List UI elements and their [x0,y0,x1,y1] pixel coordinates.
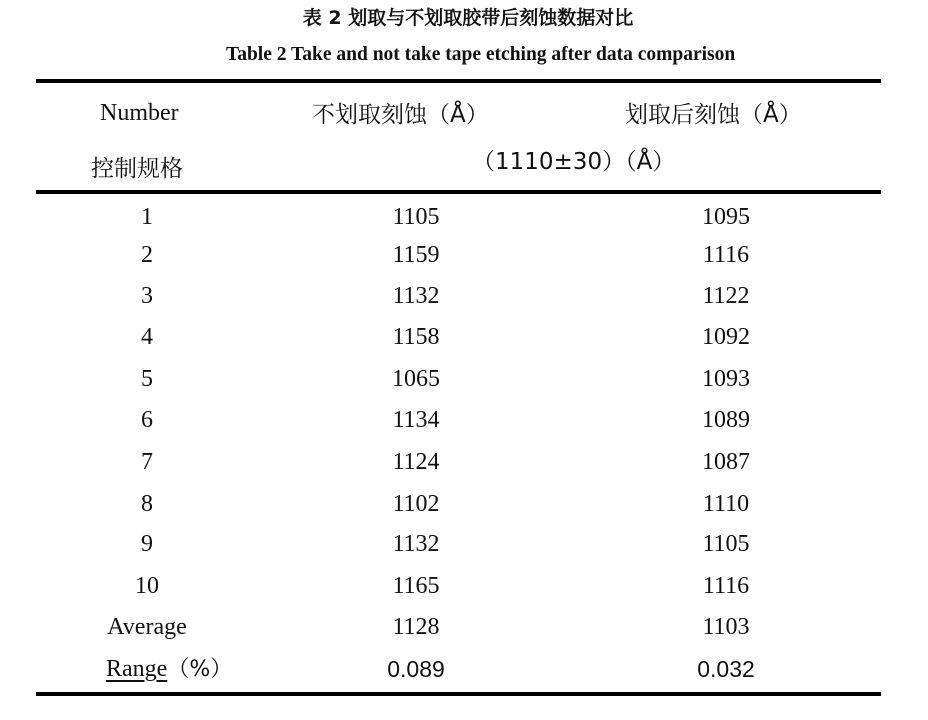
table-row [36,484,881,524]
range-unit: （%） [167,657,233,682]
table-row [36,197,881,237]
cell-no-scratch: 1132 [392,283,440,309]
cell-number: 6 [141,407,153,433]
table-header-rule [36,190,881,194]
table-row [36,400,881,440]
cell-range-no-scratch: 0.089 [387,656,445,682]
cell-after-scratch: 1105 [702,531,750,557]
cell-number: 4 [141,324,153,350]
table-row [36,317,881,357]
table-bottom-rule [36,692,881,696]
cell-after-scratch: 1092 [702,324,750,350]
cell-after-scratch: 1093 [702,366,750,392]
cell-after-scratch: 1116 [702,573,750,599]
table-top-rule [36,79,881,83]
table-row [36,359,881,399]
cell-number: 3 [141,283,153,309]
cell-no-scratch: 1165 [392,573,440,599]
cell-no-scratch: 1065 [392,366,440,392]
table-row [36,566,881,606]
cell-number: 9 [141,531,153,557]
cell-no-scratch: 1158 [392,324,440,350]
cell-no-scratch: 1105 [392,204,440,230]
cell-no-scratch: 1134 [392,407,440,433]
cell-average-no-scratch: 1128 [392,614,440,640]
range-label-text: Range [106,656,168,682]
cell-after-scratch: 1110 [702,491,750,517]
cell-number: 1 [141,204,153,230]
header-tolerance: （1110±30）（Å） [472,149,676,175]
cell-range-after-scratch: 0.032 [697,656,755,682]
table-row [36,235,881,275]
cell-after-scratch: 1116 [702,242,750,268]
cell-number: 5 [141,366,153,392]
cell-number: 10 [135,573,159,599]
table-row [36,276,881,316]
header-after-scratch-etch: 划取后刻蚀（Å） [625,102,802,128]
header-no-scratch-etch: 不划取刻蚀（Å） [312,102,489,128]
cell-average-after-scratch: 1103 [702,614,750,640]
table-caption-english: Table 2 Take and not take tape etching after data comparison [226,44,736,65]
cell-no-scratch: 1159 [392,242,440,268]
cell-range-label [106,649,232,689]
cell-number: 8 [141,491,153,517]
table-caption-chinese: 表 2 划取与不划取胶带后刻蚀数据对比 [302,7,634,29]
table-row-average [36,607,881,647]
header-number: Number [100,100,179,126]
cell-no-scratch: 1124 [392,449,440,475]
table-row-range [36,649,881,689]
cell-average-label: Average [107,614,187,640]
cell-after-scratch: 1087 [702,449,750,475]
cell-no-scratch: 1102 [392,491,440,517]
cell-number: 7 [141,449,153,475]
cell-after-scratch: 1122 [702,283,750,309]
cell-after-scratch: 1089 [702,407,750,433]
cell-number: 2 [141,242,153,268]
header-spec: 控制规格 [91,156,183,182]
table-row [36,442,881,482]
table-row [36,524,881,564]
cell-no-scratch: 1132 [392,531,440,557]
cell-after-scratch: 1095 [702,204,750,230]
